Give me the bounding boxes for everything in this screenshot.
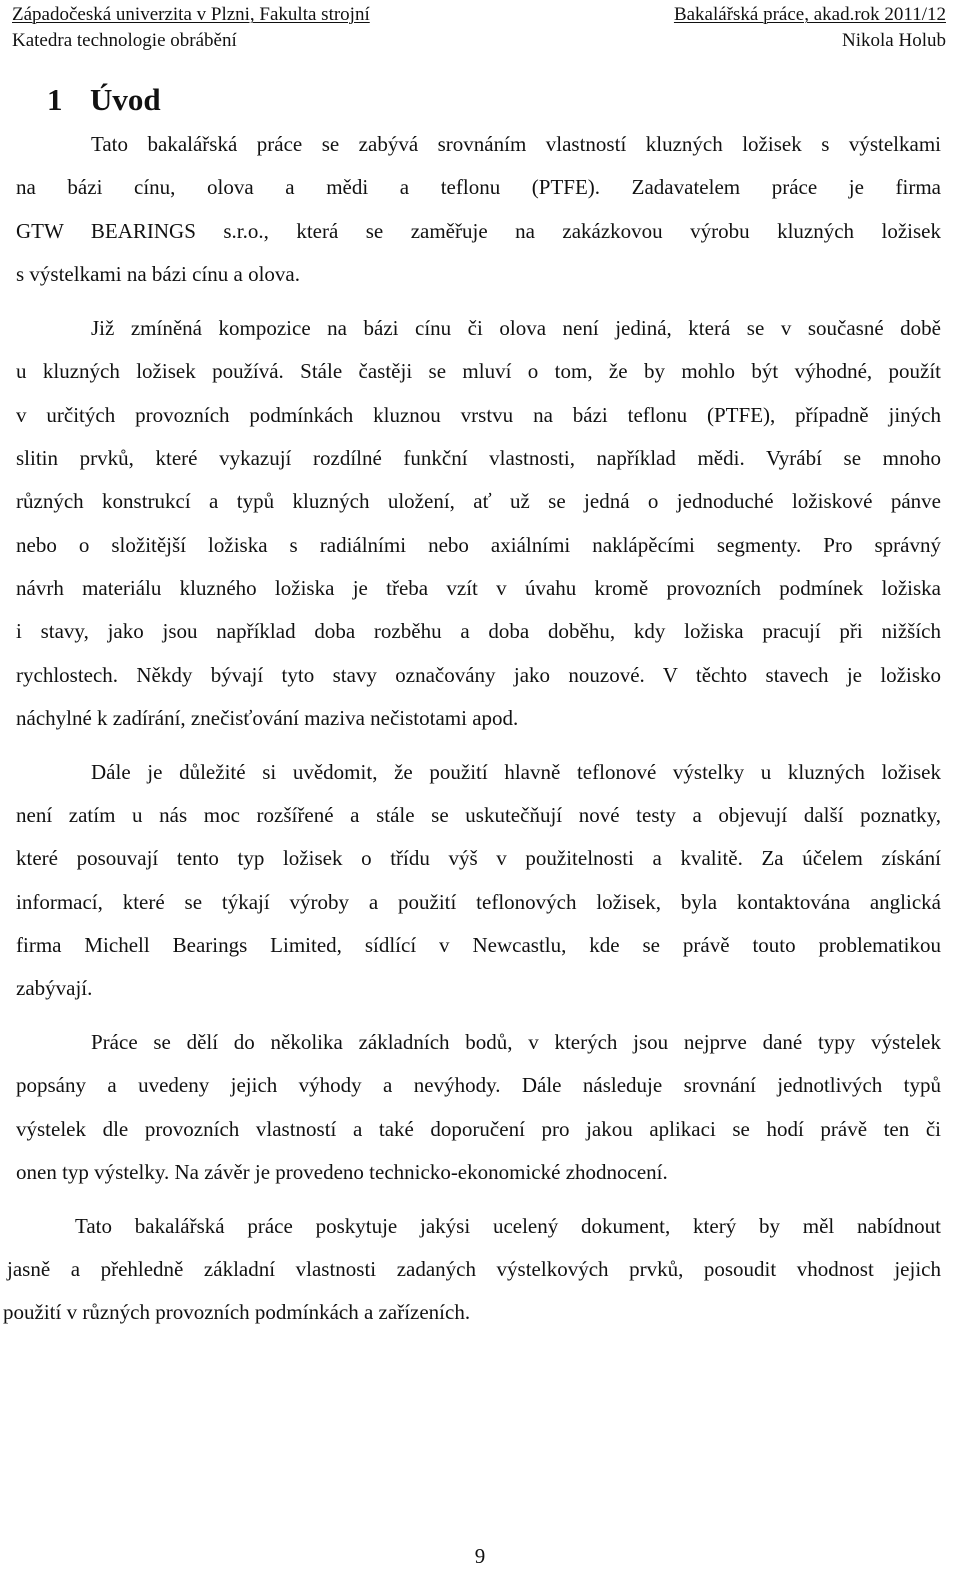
header-university: Západočeská univerzita v Plzni, Fakulta strojní <box>12 4 370 25</box>
header-department: Katedra technologie obrábění <box>12 30 237 51</box>
paragraph-2-line: Již zmíněná kompozice na bázi cínu či olova není jediná, která se v současné době <box>91 316 941 340</box>
paragraph-3-line: není zatím u nás moc rozšířené a stále se uskutečňují nové testy a objevují další poznatky, <box>16 803 941 827</box>
chapter-heading <box>47 78 161 122</box>
paragraph-3-line: které posouvají tento typ ložisek o třídu výš v použitelnosti a kvalitě. Za účelem získání <box>16 846 941 870</box>
paragraph-1-line: GTW BEARINGS s.r.o., která se zaměřuje na zakázkovou výrobu kluzných ložisek <box>16 219 941 243</box>
paragraph-3-line: informací, které se týkají výroby a použití teflonových ložisek, byla kontaktována anglická <box>16 890 941 914</box>
chapter-title: Úvod <box>90 82 161 117</box>
paragraph-2-line: různých konstrukcí a typů kluzných uložení, ať už se jedná o jednoduché ložiskové pánve <box>16 489 941 513</box>
paragraph-1-line: na bázi cínu, olova a mědi a teflonu (PTFE). Zadavatelem práce je firma <box>16 175 941 199</box>
header-author: Nikola Holub <box>842 30 946 51</box>
header-row-2 <box>12 28 946 54</box>
page-number: 9 <box>474 1544 486 1568</box>
paragraph-5-line: Tato bakalářská práce poskytuje jakýsi ucelený dokument, který by měl nabídnout <box>75 1214 941 1238</box>
paragraph-1-line: s výstelkami na bázi cínu a olova. <box>16 262 301 286</box>
paragraph-2-line: náchylné k zadírání, znečisťování maziva nečistotami apod. <box>16 706 519 730</box>
paragraph-4-line: výstelek dle provozních vlastností a také doporučení pro jakou aplikaci se hodí právě ten či <box>16 1117 941 1141</box>
chapter-number: 1 <box>47 82 63 117</box>
header-thesis-info: Bakalářská práce, akad.rok 2011/12 <box>673 4 946 25</box>
paragraph-2-line: i stavy, jako jsou například doba rozběhu a doba doběhu, kdy ložiska pracují při nižších <box>16 619 941 643</box>
paragraph-3-line: firma Michell Bearings Limited, sídlící v Newcastlu, kde se právě touto problematikou <box>16 933 941 957</box>
paragraph-4-line: Práce se dělí do několika základních bodů, v kterých jsou nejprve dané typy výstelek <box>91 1030 941 1054</box>
paragraph-2-line: u kluzných ložisek používá. Stále častěji se mluví o tom, že by mohlo být výhodné, použít <box>16 359 941 383</box>
paragraph-1-line: Tato bakalářská práce se zabývá srovnáním vlastností kluzných ložisek s výstelkami <box>91 132 941 156</box>
paragraph-4-line: onen typ výstelky. Na závěr je provedeno technicko-ekonomické zhodnocení. <box>16 1160 668 1184</box>
running-header <box>12 2 946 54</box>
header-row-1 <box>12 2 946 28</box>
paragraph-2-line: návrh materiálu kluzného ložiska je třeba vzít v úvahu kromě provozních podmínek ložiska <box>16 576 941 600</box>
paragraph-3-line: zabývají. <box>16 976 93 1000</box>
paragraph-3-line: Dále je důležité si uvědomit, že použití hlavně teflonové výstelky u kluzných ložisek <box>91 760 941 784</box>
paragraph-2-line: nebo o složitější ložiska s radiálními nebo axiálními naklápěcími segmenty. Pro správný <box>16 533 941 557</box>
paragraph-5-line: jasně a přehledně základní vlastnosti zadaných výstelkových prvků, posoudit vhodnost jejich <box>7 1257 941 1281</box>
paragraph-2-line: v určitých provozních podmínkách kluznou vrstvu na bázi teflonu (PTFE), případně jiných <box>16 403 941 427</box>
paragraph-5-line: použití v různých provozních podmínkách a zařízeních. <box>3 1300 471 1324</box>
paragraph-2-line: slitin prvků, které vykazují rozdílné funkční vlastnosti, například mědi. Vyrábí se mnoho <box>16 446 941 470</box>
paragraph-4-line: popsány a uvedeny jejich výhody a nevýhody. Dále následuje srovnání jednotlivých typů <box>16 1073 941 1097</box>
paragraph-2-line: rychlostech. Někdy bývají tyto stavy označovány jako nouzové. V těchto stavech je ložisko <box>16 663 941 687</box>
